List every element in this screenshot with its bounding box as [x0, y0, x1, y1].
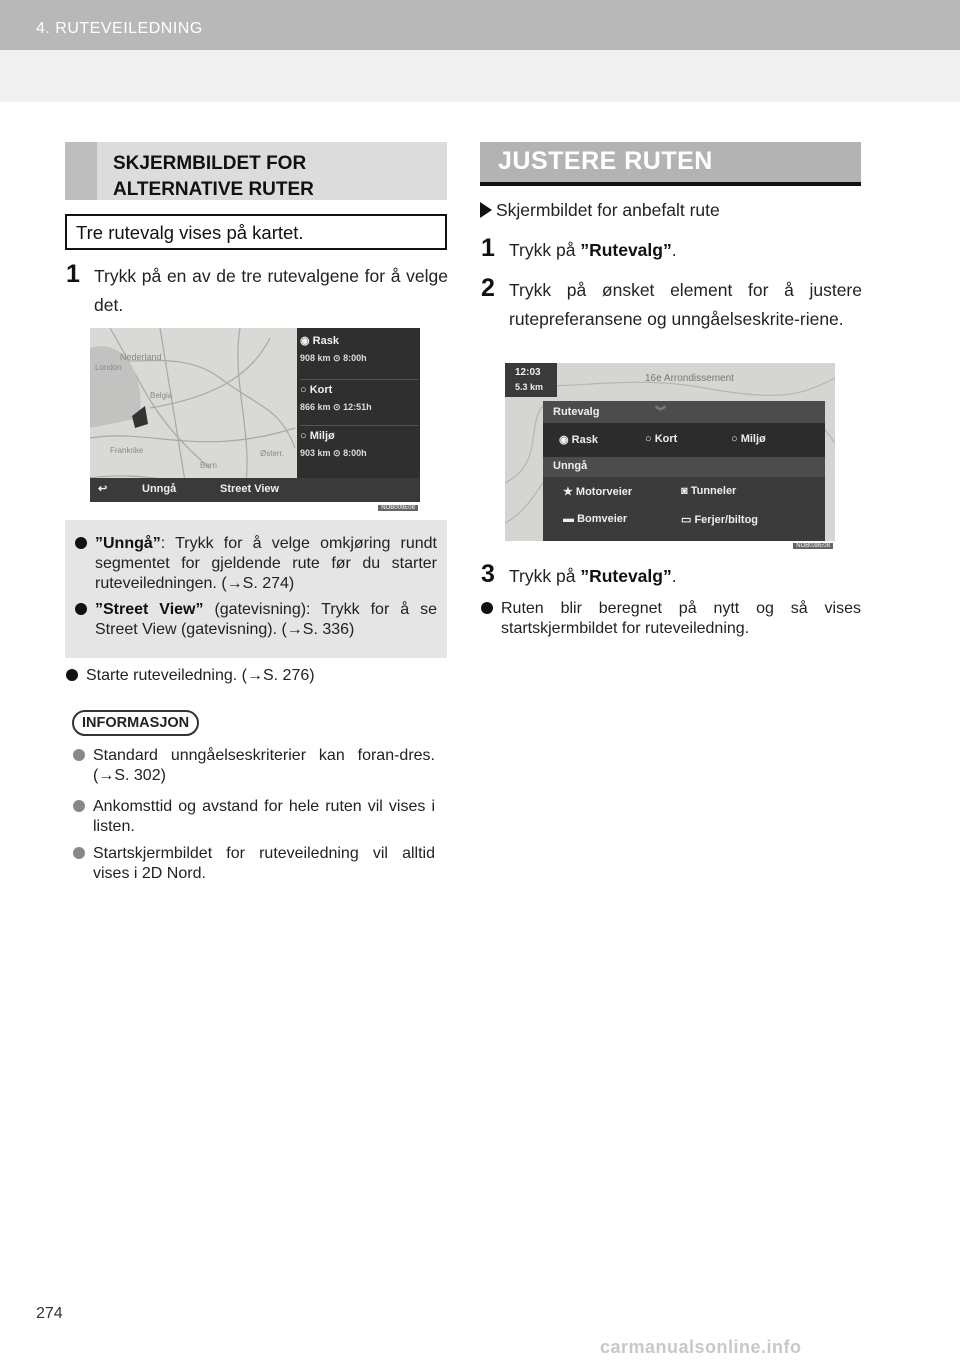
route-option-label: Rask	[571, 434, 598, 446]
svg-text:Østerr.: Østerr.	[260, 449, 285, 458]
route-option-label: Rask	[312, 335, 339, 347]
radio-icon: ○	[645, 433, 655, 445]
image-code: NOB038E08	[793, 543, 833, 549]
route-option-info: 903 km ⊙ 8:00h	[300, 448, 367, 458]
page-number: 274	[36, 1305, 63, 1322]
right-step-2	[481, 276, 862, 334]
route-option-miljo[interactable]	[300, 426, 418, 472]
checkbox-icon: ◙	[681, 485, 691, 497]
left-subheading-text: Tre rutevalg vises på kartet.	[76, 222, 304, 243]
pointer-line	[480, 200, 720, 221]
avoid-ferjer[interactable]	[681, 513, 758, 526]
avoid-title: Unngå	[553, 460, 588, 472]
time-readout: 12:03	[515, 367, 541, 378]
info-item: Standard unngåelseskriterier kan foran-dres. (→S. 302)	[73, 746, 435, 786]
step-term: ”Rutevalg”	[580, 566, 672, 586]
pointer-text: Skjermbildet for anbefalt rute	[496, 200, 720, 220]
step-number: 1	[481, 234, 495, 262]
route-option-label: Miljø	[309, 430, 335, 442]
step-number: 2	[481, 274, 495, 302]
info-item: Startskjermbildet for ruteveiledning vil alltid vises i 2D Nord.	[73, 844, 435, 884]
right-step-1: 1 Trykk på ”Rutevalg”.	[481, 234, 677, 262]
avoid-bomveier[interactable]	[563, 513, 627, 525]
alternative-routes-screen	[90, 328, 420, 512]
route-option-label: Kort	[309, 384, 333, 396]
map-label: 16e Arrondissement	[645, 373, 734, 384]
radio-icon: ◉	[300, 335, 313, 347]
right-box-title-text: JUSTERE RUTEN	[498, 147, 713, 175]
info-divider	[212, 723, 447, 725]
start-guidance-note: Starte ruteveiledning. (→S. 276)	[66, 666, 448, 686]
avoid-option-label: Motorveier	[575, 486, 633, 498]
collapse-icon[interactable]: ︾	[655, 406, 666, 418]
step-text: Trykk på ønsket element for å justere rutepreferansene og unngåelseskrite-riene.	[509, 280, 862, 329]
radio-icon: ◉	[559, 434, 572, 446]
route-option-kort[interactable]	[300, 380, 418, 426]
checkbox-icon: ▭	[681, 514, 695, 526]
back-button[interactable]: ↩	[98, 483, 108, 495]
svg-text:Bern: Bern	[200, 461, 217, 470]
left-box-title	[65, 142, 447, 200]
distance-readout: 5.3 km	[515, 382, 544, 392]
right-box-title	[480, 142, 861, 186]
route-option-rask[interactable]	[559, 433, 598, 446]
info-badge: INFORMASJON	[72, 710, 199, 736]
avoid-motorveier[interactable]	[563, 485, 632, 498]
avoid-option-label: Bomveier	[577, 513, 628, 525]
avoid-tunneler[interactable]	[681, 485, 736, 497]
svg-text:Nederland: Nederland	[120, 352, 162, 362]
info-item: Ankomsttid og avstand for hele ruten vil vises i listen.	[73, 797, 435, 837]
right-step-3: 3 Trykk på ”Rutevalg”.	[481, 560, 677, 588]
route-option-info: 866 km ⊙ 12:51h	[300, 402, 372, 412]
recalculation-note: Ruten blir beregnet på nytt og så vises startskjermbildet for ruteveiledning.	[481, 599, 861, 639]
note-term: ”Unngå”	[95, 535, 161, 552]
page-header	[0, 0, 960, 102]
radio-icon: ○	[731, 433, 741, 445]
left-box-title-text: SKJERMBILDET FOR ALTERNATIVE RUTER	[113, 153, 314, 200]
screen-bottom-bar	[90, 480, 420, 500]
route-map-image	[505, 363, 835, 549]
svg-text:Frankrike: Frankrike	[110, 446, 144, 455]
checkbox-icon: ★	[563, 486, 576, 498]
header-bar	[0, 0, 960, 50]
route-preferences-screen	[505, 363, 835, 549]
avoid-option-label: Ferjer/biltog	[694, 514, 759, 526]
step-number: 1	[66, 260, 80, 288]
svg-text:Belgia: Belgia	[150, 391, 173, 400]
svg-text:London: London	[95, 363, 122, 372]
route-option-info: 908 km ⊙ 8:00h	[300, 353, 367, 363]
route-option-label: Miljø	[740, 433, 766, 445]
note-street-view	[75, 600, 437, 640]
avoid-option-label: Tunneler	[690, 485, 737, 497]
radio-icon: ○	[300, 384, 310, 396]
avoid-button[interactable]: Unngå	[142, 483, 177, 495]
pointer-arrow-icon	[480, 202, 492, 218]
route-option-kort[interactable]	[645, 433, 677, 445]
panel-title: Rutevalg	[553, 406, 600, 418]
left-subheading	[65, 214, 447, 250]
route-option-rask[interactable]	[300, 334, 418, 380]
note-text: : Trykk for å velge omkjøring rundt segmentet for gjeldende rute før du starter ruteveiledningen. (→S. 274)	[95, 535, 437, 592]
section-title: 4. RUTEVEILEDNING	[36, 20, 203, 37]
note-unnga	[75, 534, 437, 594]
route-options-panel	[300, 334, 418, 472]
left-note-box	[65, 520, 447, 658]
watermark: carmanualsonline.info	[600, 1337, 802, 1357]
street-view-button[interactable]: Street View	[220, 483, 280, 495]
step-text: Trykk på en av de tre rutevalgene for å velge det.	[94, 266, 448, 315]
note-term: ”Street View”	[95, 601, 204, 618]
step-term: ”Rutevalg”	[580, 240, 672, 260]
radio-icon: ○	[300, 430, 310, 442]
note-text: (gatevisning): Trykk for å se Street View (gatevisning). (→S. 336)	[95, 601, 437, 638]
step-number: 3	[481, 560, 495, 588]
checkbox-icon: ▬	[563, 513, 578, 525]
route-option-label: Kort	[654, 433, 678, 445]
image-code: NOB009E08	[378, 505, 418, 511]
route-option-miljo[interactable]	[731, 433, 766, 445]
left-step-1	[66, 262, 448, 320]
